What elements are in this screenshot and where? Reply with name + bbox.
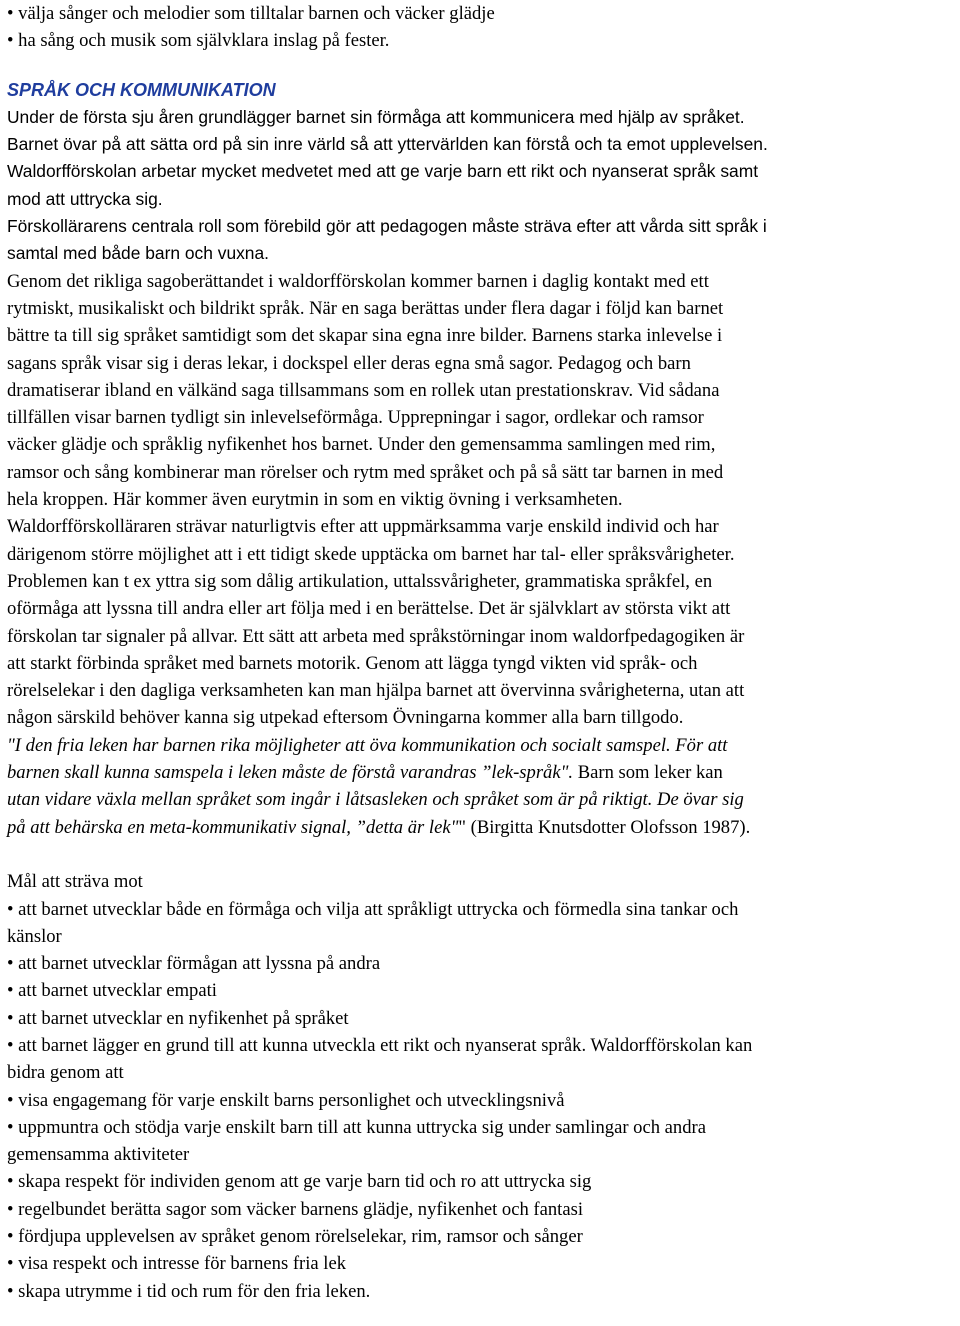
quote-block: "I den fria leken har barnen rika möjligheter att öva kommunikation och socialt samspel. För att barnen skall kunna samspela i leken måste de förstå varandras ”lek-språk". Barn som leker kan utan vidare växla mellan språket som ingår i låtsasleken och språket som är på riktigt. De övar sig på att behärska en meta-kommunikativ signal, ”detta är lek"" (Birgitta Knutsdotter Olofsson 1987). [7, 734, 751, 838]
list-item: • visa respekt och intresse för barnens fria lek [7, 1250, 955, 1277]
document-page [7, 0, 955, 1305]
list-item: • välja sånger och melodier som tilltalar barnen och väcker glädje [7, 0, 955, 27]
goals-heading: Mål att sträva mot [7, 871, 143, 893]
list-item: • att barnet lägger en grund till att kunna utveckla ett rikt och nyanserat språk. Waldorfförskolan kan bidra genom att [7, 1032, 955, 1087]
list-item: • regelbundet berätta sagor som väcker barnens glädje, nyfikenhet och fantasi [7, 1196, 955, 1223]
intro-paragraphs [7, 104, 955, 268]
list-item: • skapa utrymme i tid och rum för den fria leken. [7, 1278, 955, 1305]
list-item: • visa engagemang för varje enskilt barns personlighet och utvecklingsnivå [7, 1087, 955, 1114]
spacer [7, 55, 955, 77]
list-item: • skapa respekt för individen genom att ge varje barn tid och ro att uttrycka sig [7, 1168, 955, 1195]
body-text: Genom det rikliga sagoberättandet i waldorfförskolan kommer barnen i daglig kontakt med ett rytmiskt, musikaliskt och bildrikt språk. När en saga berättas under flera dagar i följd kan barnet bättre ta till sig språket samtidigt som det skapar sina egna inre bilder. Barnens starka inlevelse i sagans språk visar sig i deras lekar, i dockspel eller deras egna små sagor. Pedagog och barn dramatiserar ibland en välkänd saga tillsammans som en rollek utan prestationskrav. Vid sådana tillfällen visar barnen tydligt sin inlevelseförmåga. Upprepningar i sagor, ordlekar och ramsor väcker glädje och språklig nyfikenhet hos barnet. Under den gemensamma samlingen med rim, ramsor och sång kombinerar man rörelser och rytm med språket och på så sätt tar barnen in med hela kroppen. Här kommer även eurytmin in som en viktig övning i verksamheten. Waldorfförskolläraren strävar naturligtvis efter att uppmärksamma varje enskild individ och har därigenom större möjlighet att i ett tidigt skede upptäcka om barnet har tal- eller språksvårigheter. Problemen kan t ex yttra sig som dålig artikulation, uttalssvårigheter, grammatiska språkfel, en oförmåga att lyssna till andra eller art följa med i en berättelse. Det är självklart av största vikt att förskolan tar signaler på allvar. Ett sätt att arbeta med språkstörningar inom waldorfpedagogiken är att starkt förbinda språket med barnets motorik. Genom att lägga tyngd vikten vid språk- och rörelselekar i den dagliga verksamheten kan man hjälpa barnet att övervinna svårigheterna, utan att någon särskild behöver kanna sig utpekad eftersom Övningarna kommer alla barn tillgodo. [7, 270, 745, 729]
list-item: • att barnet utvecklar både en förmåga och vilja att språkligt uttrycka och förmedla sina tankar och känslor [7, 896, 955, 951]
top-bullet-list [7, 0, 955, 55]
list-item: • uppmuntra och stödja varje enskilt barn till att kunna uttrycka sig under samlingar och andra gemensamma aktiviteter [7, 1114, 955, 1169]
goal-bullet-list [7, 896, 955, 1305]
quote-text: utan vidare växla mellan språket som ingår i låtsasleken och språket som är på riktigt. [7, 789, 653, 811]
quote-text: barnen skall kunna samspela i leken måste de förstå varandras ”lek-språk". [7, 762, 574, 784]
citation: " (Birgitta Knutsdotter Olofsson 1987). [458, 816, 751, 838]
section-heading: SPRÅK OCH KOMMUNIKATION [7, 79, 276, 100]
list-item: • att barnet utvecklar empati [7, 977, 955, 1004]
list-item: • att barnet utvecklar förmågan att lyssna på andra [7, 950, 955, 977]
spacer [7, 841, 955, 868]
paragraph: Förskollärarens centrala roll som förebild gör att pedagogen måste sträva efter att vårda sitt språk i samtal med både barn och vuxna. [7, 216, 767, 264]
quote-text: på att behärska en meta-kommunikativ signal, ”detta är lek" [7, 816, 459, 838]
paragraph: Waldorfförskolan arbetar mycket medvetet med att ge varje barn ett rikt och nyanserat språk samt mod att uttrycka sig. [7, 161, 759, 209]
paragraph: Barnet övar på att sätta ord på sin inre värld så att yttervärlden kan förstå och ta emot upplevelsen. [7, 134, 768, 155]
paragraph: Under de första sju åren grundlägger barnet sin förmåga att kommunicera med hjälp av språket. [7, 106, 745, 127]
quote-text: "I den fria leken har barnen rika möjligheter att öva kommunikation och socialt samspel. För att [7, 734, 728, 756]
goals-section [7, 868, 955, 1305]
list-item: • att barnet utvecklar en nyfikenhet på språket [7, 1005, 955, 1032]
list-item: • ha sång och musik som självklara inslag på fester. [7, 27, 955, 54]
list-item: • fördjupa upplevelsen av språket genom rörelselekar, rim, ramsor och sånger [7, 1223, 955, 1250]
quote-text: De övar sig [652, 789, 744, 811]
